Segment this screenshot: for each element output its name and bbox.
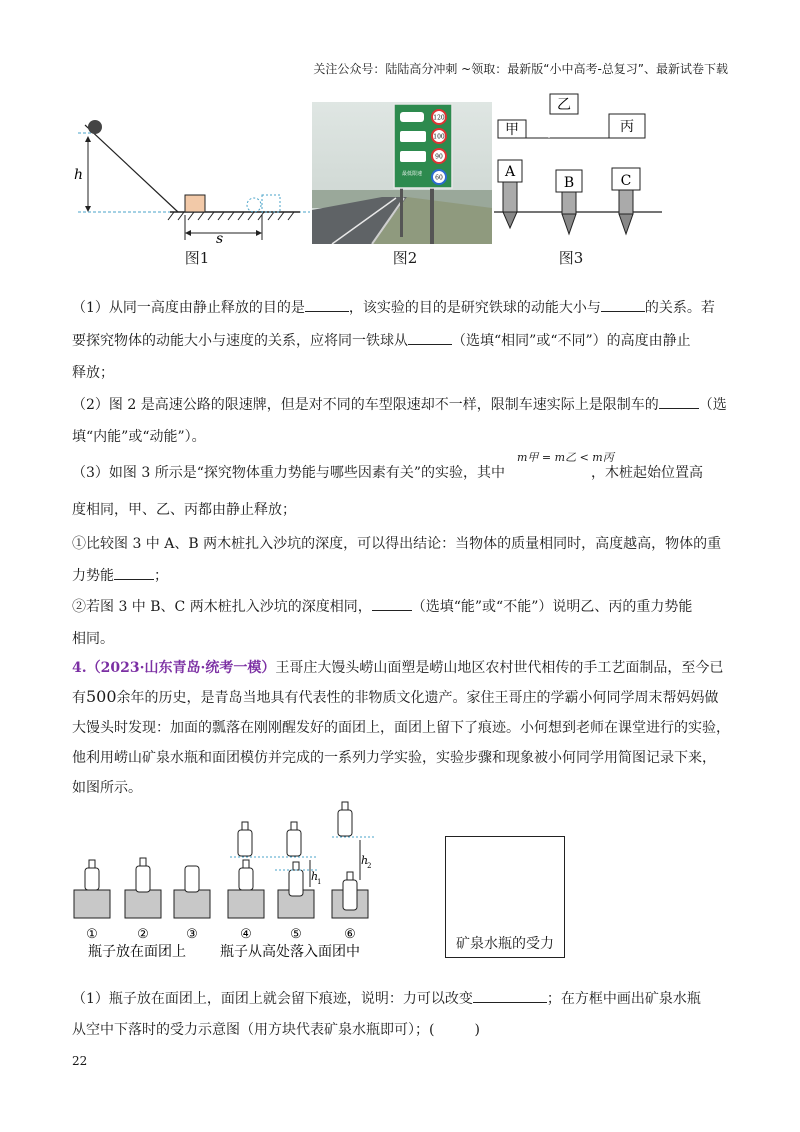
answer-blank-4[interactable] <box>659 394 699 409</box>
q3-part5-line2: 相同。 <box>72 631 114 647</box>
figure-2-photo <box>312 102 492 244</box>
svg-text:h: h <box>361 854 369 867</box>
q3-part1-line3: 释放； <box>72 365 114 381</box>
bottle-experiment-diagram <box>70 800 380 960</box>
weight-jia-label: 甲 <box>505 122 519 138</box>
q4-line2: 有500余年的历史，是青岛当地具有代表性的非物质文化遗产。家住王哥庄的学霸小何同学周末帮妈妈做 <box>72 687 719 706</box>
q3-part5-line1: ②若图 3 中 B、C 两木桩扎入沙坑的深度相同， （选填“能”或“不能”）说明乙、丙的重力势能 <box>72 596 692 616</box>
mass-relation-formula: m甲 = m乙 < m丙 <box>517 451 614 464</box>
svg-text:④: ④ <box>240 927 252 942</box>
q3-part1-line2: 要探究物体的动能大小与速度的关系，应将同一铁球从 （选填“相同”或“不同”）的高度由静止 <box>72 330 691 350</box>
q3-part2-line2: 填“内能”或“动能”）。 <box>72 429 206 445</box>
svg-text:h: h <box>311 870 319 883</box>
dough-1 <box>74 890 110 918</box>
svg-text:2: 2 <box>367 862 372 870</box>
q3-part3-line2: 度相同，甲、乙、丙都由静止释放； <box>72 502 296 518</box>
group2-label: 瓶子从高处落入面团中 <box>220 944 360 960</box>
dough-2 <box>125 890 161 918</box>
stake-a <box>498 160 522 228</box>
q3-part4-line2: 力势能 ； <box>72 565 168 585</box>
q4-line1: 4.（2023·山东青岛·统考一模）王哥庄大馒头崂山面塑是崂山地区农村世代相传的手工艺面制品，至今已 <box>72 660 724 676</box>
stake-c <box>612 168 640 234</box>
svg-text:⑤: ⑤ <box>290 927 302 942</box>
ghost-ball <box>247 198 261 212</box>
speed-100: 100 <box>433 133 445 141</box>
q3-part1-line1: （1）从同一高度由静止释放的目的是 ，该实验的目的是研究铁球的动能大小与 的关系。若 <box>72 297 715 317</box>
q3-part3-line1: （3）如图 3 所示是“探究物体重力势能与哪些因素有关”的实验，其中 ，木桩起始位置高 <box>72 465 704 481</box>
svg-text:③: ③ <box>186 927 198 942</box>
figure-2-caption: 图2 <box>392 249 418 267</box>
speed-60: 60 <box>435 174 443 182</box>
dough-3 <box>174 890 210 918</box>
weight-yi-label: 乙 <box>557 97 571 113</box>
group1-label: 瓶子放在面团上 <box>88 944 186 960</box>
figure-1-caption: 图1 <box>184 249 210 267</box>
q4-number: 4. <box>72 660 87 676</box>
svg-text:①: ① <box>86 927 98 942</box>
force-diagram-box[interactable] <box>445 836 565 958</box>
figure-1-diagram <box>70 115 310 245</box>
ramp-line <box>85 125 178 212</box>
answer-blank-6[interactable] <box>372 596 412 611</box>
dough-4 <box>228 890 264 918</box>
figure-3-caption: 图3 <box>558 249 584 267</box>
label-s: s <box>216 231 224 245</box>
label-h: h <box>74 167 84 183</box>
figure-3-diagram <box>494 92 664 242</box>
min-speed-text: 最低限速 <box>401 171 423 177</box>
ghost-block <box>262 195 280 212</box>
svg-text:C: C <box>620 173 632 189</box>
iron-ball <box>88 120 102 134</box>
svg-text:1: 1 <box>317 878 322 886</box>
stake-b <box>556 170 582 234</box>
speed-90: 90 <box>435 153 443 161</box>
q3-part2-line1: （2）图 2 是高速公路的限速牌，但是对不同的车型限速却不一样，限制车速实际上是限制车的 （选 <box>72 394 727 414</box>
wood-block <box>185 195 205 212</box>
vehicle-icons <box>400 112 426 162</box>
answer-blank-2[interactable] <box>601 297 645 312</box>
svg-text:A: A <box>504 164 516 180</box>
q4-line3: 大馒头时发现：加面的瓢落在刚刚醒发好的面团上，面团上留下了痕迹。小何想到老师在课堂进行的实验， <box>72 720 730 736</box>
q4-sub1-line2: 从空中下落时的受力示意图（用方块代表矿泉水瓶即可）；( ) <box>72 1022 480 1038</box>
svg-text:⑥: ⑥ <box>344 927 356 942</box>
speed-120: 120 <box>433 114 445 122</box>
weight-bing-label: 丙 <box>620 119 634 135</box>
q4-source: （2023·山东青岛·统考一模） <box>86 660 276 676</box>
answer-blank-7[interactable] <box>473 988 547 1003</box>
q3-part4-line1: ①比较图 3 中 A、B 两木桩扎入沙坑的深度，可以得出结论：当物体的质量相同时，高度越高，物体的重 <box>72 536 722 552</box>
q4-line4: 他利用崂山矿泉水瓶和面团模仿并完成的一系列力学实验，实验步骤和现象被小何同学用简图记录下来， <box>72 750 716 766</box>
page-header: 关注公众号：陆陆高分冲刺 ~领取：最新版“小中高考-总复习”、最新试卷下载 <box>313 62 728 76</box>
svg-text:B: B <box>563 175 575 191</box>
q4-line5: 如图所示。 <box>72 780 142 796</box>
svg-text:②: ② <box>137 927 149 942</box>
page-number: 22 <box>72 1054 88 1068</box>
answer-blank-3[interactable] <box>408 330 452 345</box>
force-box-label: 矿泉水瓶的受力 <box>456 936 554 952</box>
answer-blank-1[interactable] <box>305 297 349 312</box>
q4-sub1-line1: （1）瓶子放在面团上，面团上就会留下痕迹，说明：力可以改变 ；在方框中画出矿泉水瓶 <box>72 988 701 1008</box>
answer-blank-5[interactable] <box>114 565 154 580</box>
